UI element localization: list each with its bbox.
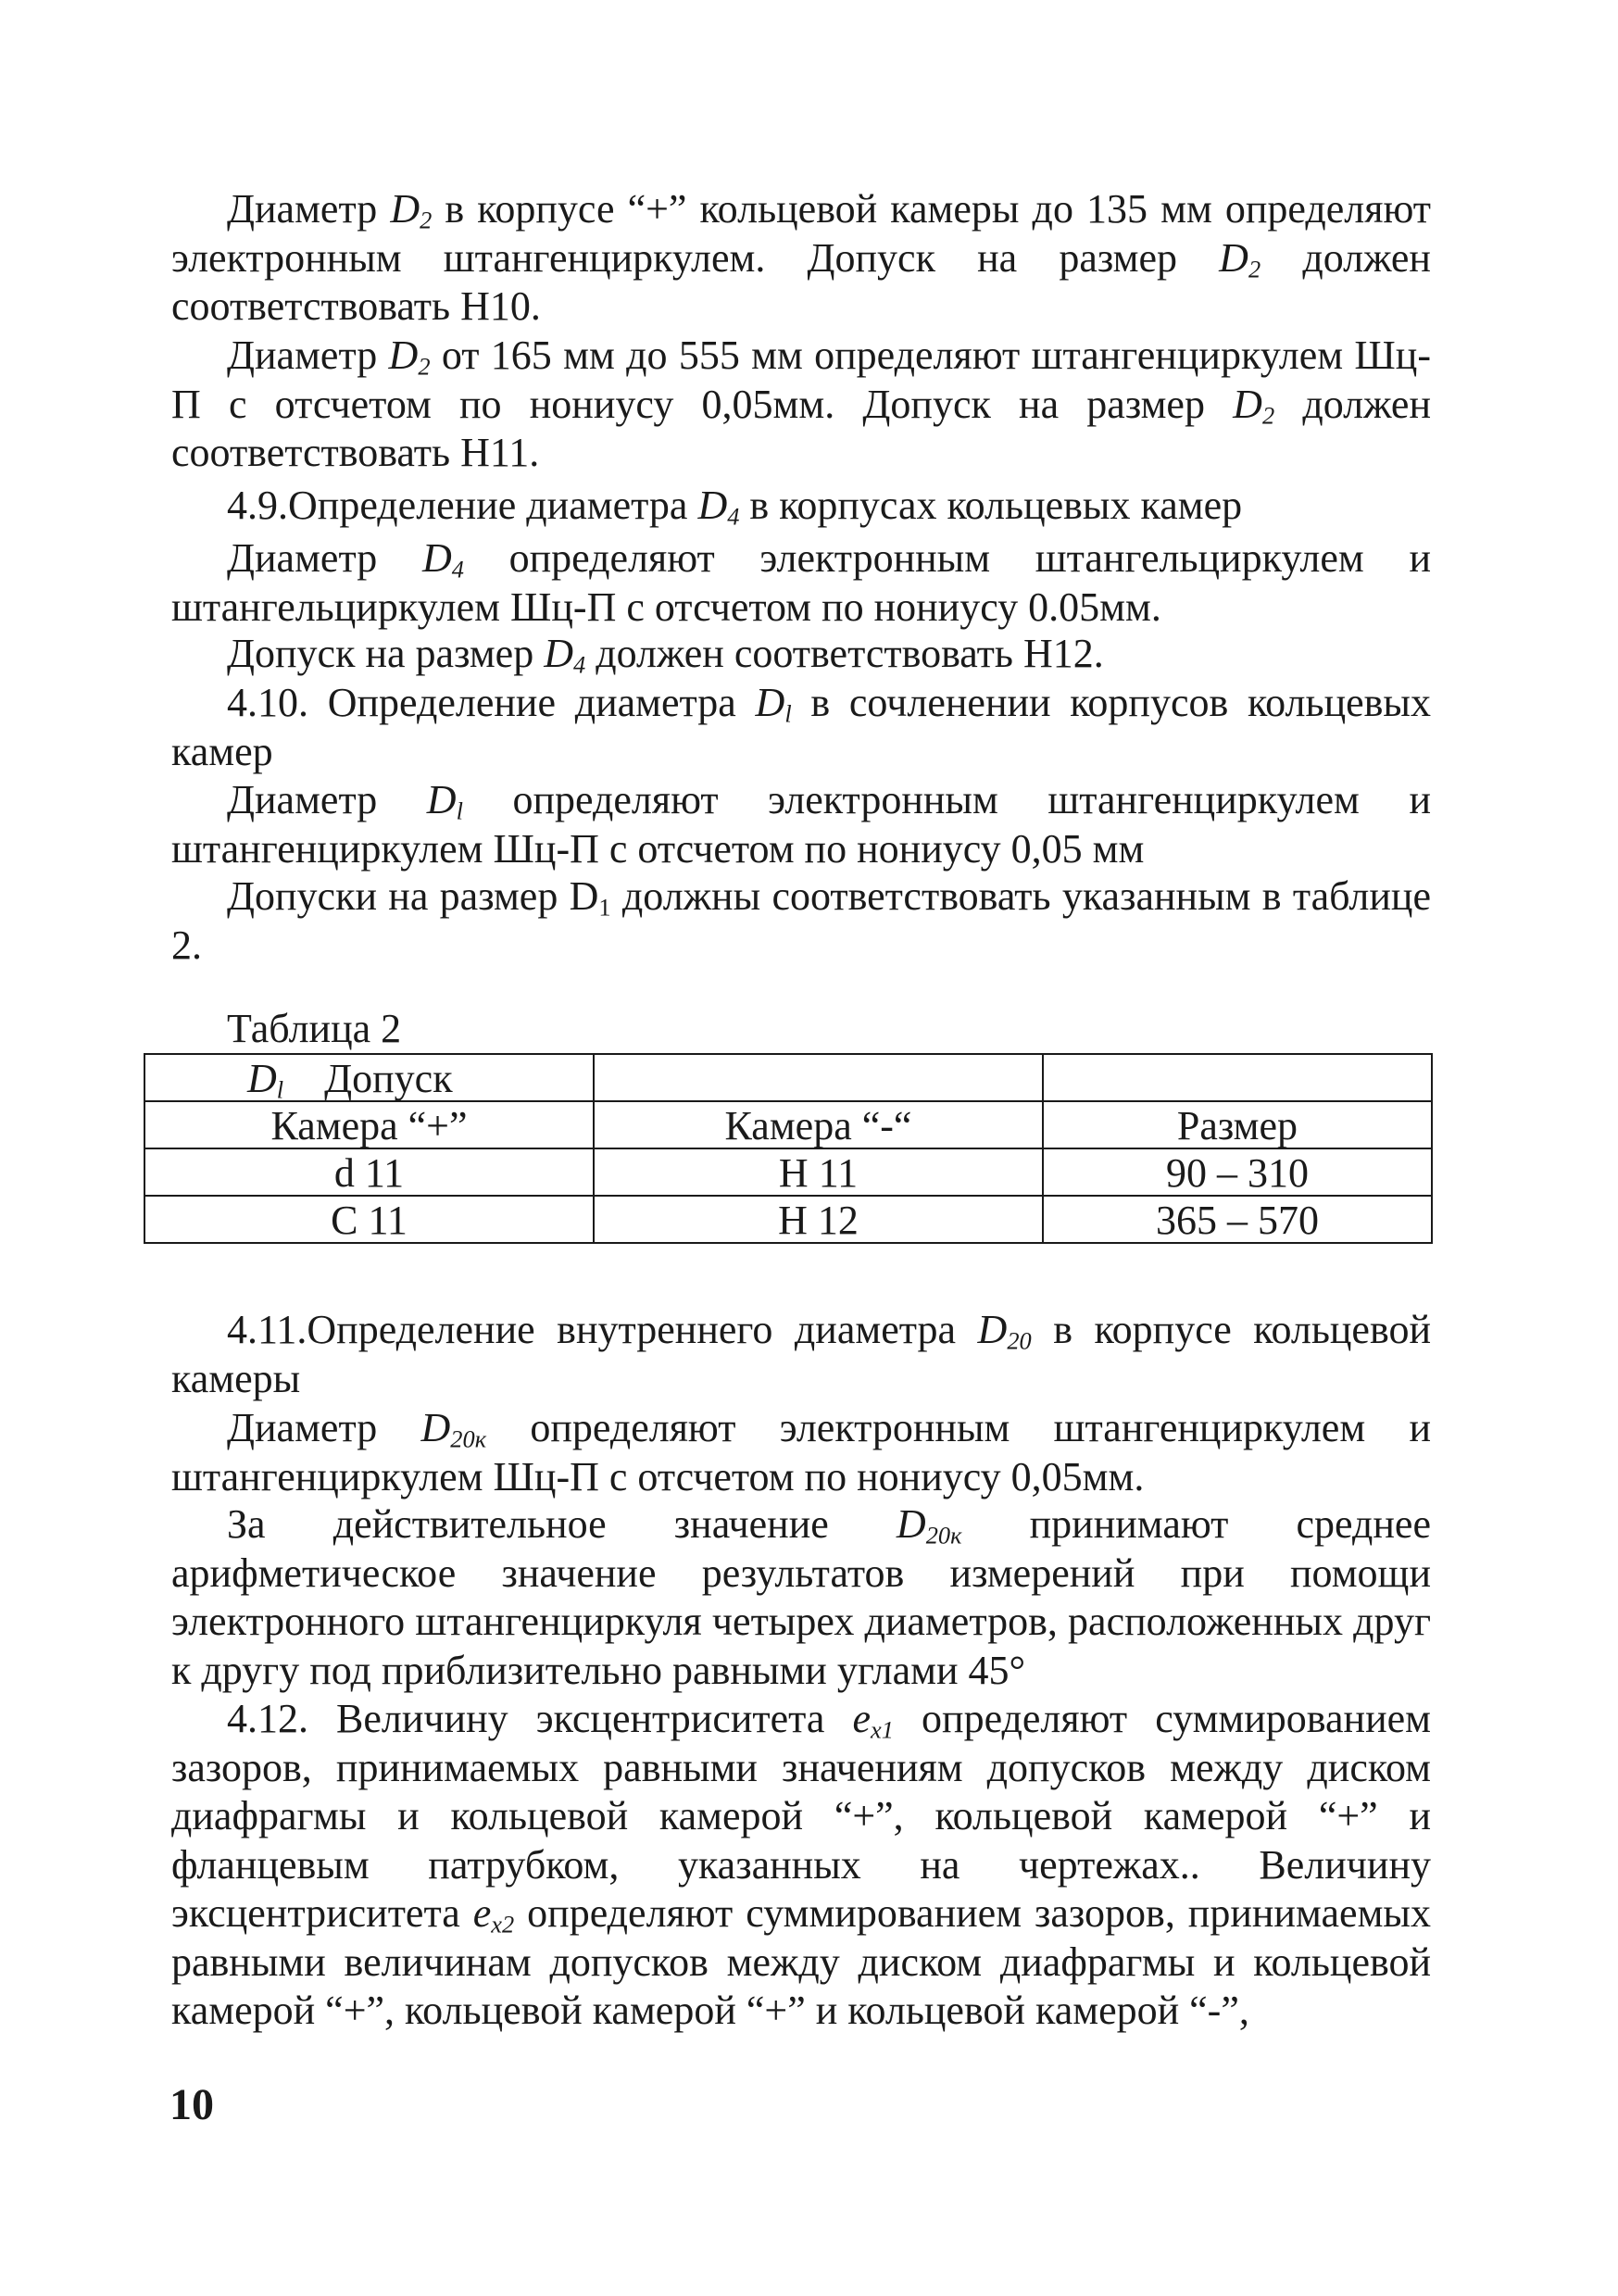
table-cell: С 11 — [144, 1196, 594, 1243]
section-heading-4-10: 4.10. Определение диаметра $D_l$ в сочленении корпусов кольцевых камер — [171, 680, 1431, 774]
paragraph-d4-method: Диаметр $D_4$ определяют электронным штангельциркулем и штангельциркулем Шц-П с отсчетом по нониусу 0.05мм. — [171, 535, 1431, 630]
tolerance-table — [144, 1053, 1433, 1244]
table-cell: Н 12 — [594, 1196, 1043, 1243]
table-header-cell: Размер — [1043, 1101, 1432, 1148]
table-header-empty — [1043, 1054, 1432, 1101]
table-header-cell: Камера “-“ — [594, 1101, 1043, 1148]
paragraph-d2-small: Диаметр $D_2$ в корпусе “+” кольцевой камеры до 135 мм определяют электронным штангенциркулем. Допуск на размер $D_2$ должен соответствовать Н10. — [171, 186, 1431, 329]
paragraph-dl-method: Диаметр $D_l$ определяют электронным штангенциркулем и штангенциркулем Шц-П с отсчетом по нониусу 0,05 мм — [171, 777, 1431, 872]
table-cell: 365 – 570 — [1043, 1196, 1432, 1243]
page-number: 10 — [169, 2080, 214, 2129]
table-row — [144, 1196, 1432, 1243]
table-header-empty — [594, 1054, 1043, 1101]
table-row — [144, 1148, 1432, 1196]
section-heading-4-11: 4.11.Определение внутреннего диаметра $D_{20}$ в корпусе кольцевой камеры — [171, 1307, 1431, 1401]
paragraph-d20k-mean: За действительное значение $D_{20к}$ принимают среднее арифметическое значение результатов измерений при помощи электронного штангенциркуля четырех диаметров, расположенных друг к другу под приблизительно равными углами 45° — [171, 1501, 1431, 1693]
paragraph-d20k-method: Диаметр $D_{20к}$ определяют электронным штангенциркулем и штангенциркулем Шц-П с отсчетом по нониусу 0,05мм. — [171, 1405, 1431, 1499]
paragraph-d4-tolerance: Допуск на размер $D_4$ должен соответствовать Н12. — [227, 631, 1104, 679]
paragraph-d1-tolerance: Допуски на размер $D_1$ должны соответствовать указанным в таблице 2. — [171, 873, 1431, 968]
table-cell: Н 11 — [594, 1148, 1043, 1196]
paragraph-eccentricity: 4.12. Величину эксцентриситета $e_{x1}$ определяют суммированием зазоров, принимаемых равными значениям допусков между диском диафрагмы и кольцевой камерой “+”, кольцевой камерой “+” и фланцевым патрубком, указанных на чертежах.. Величину эксцентриситета $e_{x2}$ определяют суммированием зазоров, принимаемых равными величинам допусков между диском диафрагмы и кольцевой камерой “+”, кольцевой камерой “+” и кольцевой камерой “-”, — [171, 1696, 1431, 2033]
paragraph-d2-large: Диаметр $D_2$ от 165 мм до 555 мм определяют штангенциркулем Шц-П с отсчетом по нониусу 0,05мм. Допуск на размер $D_2$ должен соответствовать Н11. — [171, 332, 1431, 475]
table-cell: 90 – 310 — [1043, 1148, 1432, 1196]
table-subheader-row — [144, 1101, 1432, 1148]
table-caption: Таблица 2 — [227, 1006, 402, 1051]
table-cell: d 11 — [144, 1148, 594, 1196]
section-heading-4-9: 4.9.Определение диаметра $D_4$ в корпусах кольцевых камер — [227, 483, 1243, 531]
table-header-dl-tolerance: $D_l$ Допуск — [144, 1054, 594, 1101]
table-header-cell: Камера “+” — [144, 1101, 594, 1148]
table-header-row — [144, 1054, 1432, 1101]
